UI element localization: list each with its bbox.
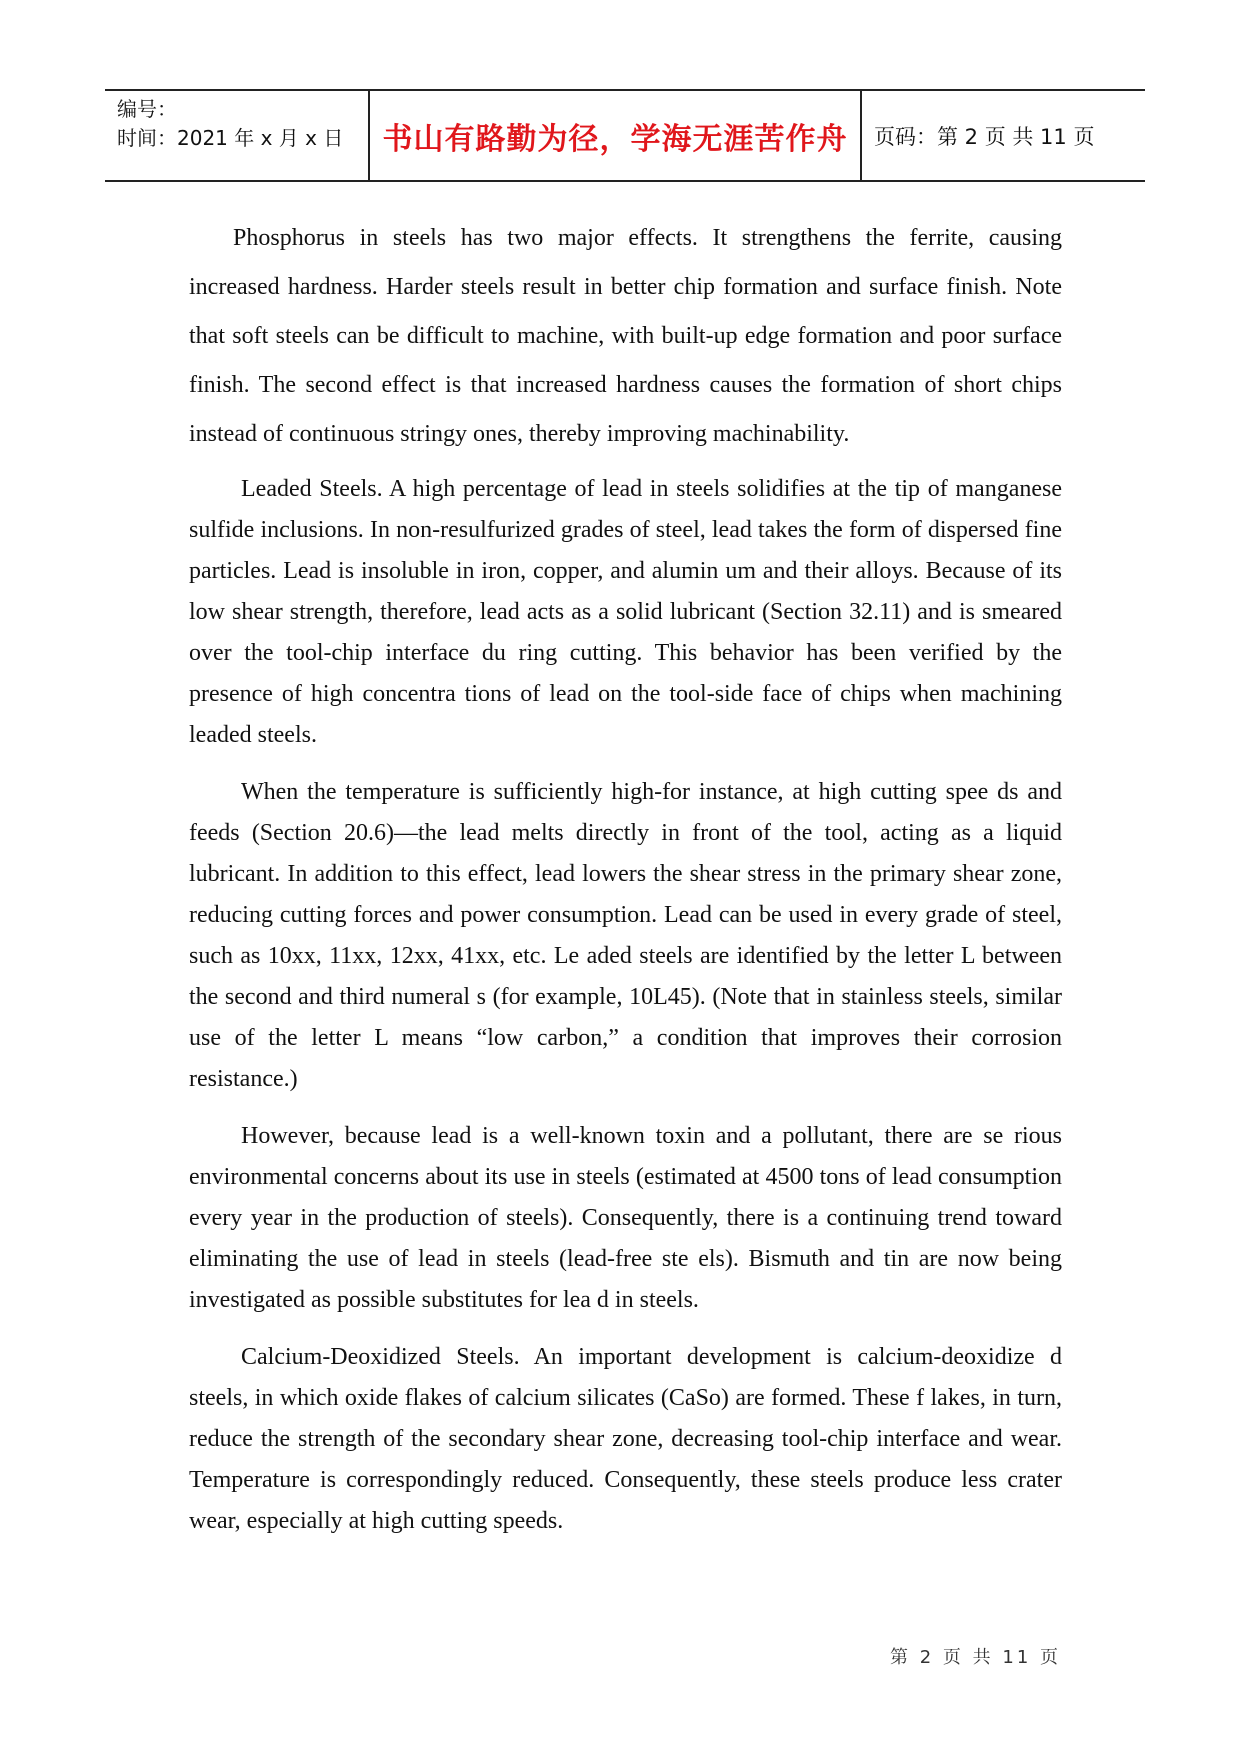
header-page-label: 页码：第 2 页 共 11 页 xyxy=(874,124,1095,149)
header-page-cell xyxy=(862,91,1145,180)
paragraph-calcium-deoxidized: Calcium-Deoxidized Steels. An important development is calcium-deoxidize d steels, in which oxide flakes of calcium silicates (CaSo) are formed. These f lakes, in turn, reduce the strength of the secondary shear zone, decreasing tool-chip interface and wear. Temperature is correspondingly reduced. Consequently, these steels produce less crater wear, especially at high cutting speeds. xyxy=(189,1344,1062,1534)
paragraph-environmental-concerns: However, because lead is a well-known toxin and a pollutant, there are se rious environmental concerns about its use in steels (estimated at 4500 tons of lead consumption every year in the production of steels). Consequently, there is a continuing trend toward eliminating the use of lead in steels (lead-free ste els). Bismuth and tin are now being investigated as possible substitutes for lea d in steels. xyxy=(189,1123,1062,1313)
header-motto: 书山有路勤为径，学海无涯苦作舟 xyxy=(382,121,848,157)
paragraph-phosphorus: Phosphorus in steels has two major effects. It strengthens the ferrite, causing increased hardness. Harder steels result in better chip formation and surface finish. Note that soft steels can be difficult to machine, with built-up edge formation and poor surface finish. The second effect is that increased hardness causes the formation of short chips instead of continuous stringy ones, thereby improving machinability. xyxy=(189,225,1062,447)
document-time-label: 时间：2021 年 x 月 x 日 xyxy=(117,126,344,150)
page-footer: 第 2 页 共 11 页 xyxy=(890,1647,1061,1668)
document-body xyxy=(189,214,1062,1558)
header-motto-cell xyxy=(370,91,862,180)
page-header xyxy=(105,89,1145,182)
header-meta-cell xyxy=(105,91,370,180)
document-number-label: 编号： xyxy=(117,97,177,121)
paragraph-lead-lubricant: When the temperature is sufficiently high-for instance, at high cutting spee ds and feeds (Section 20.6)—the lead melts directly in front of the tool, acting as a liquid lubricant. In addition to this effect, lead lowers the shear stress in the primary shear zone, reducing cutting forces and power consumption. Lead can be used in every grade of steel, such as 10xx, 11xx, 12xx, 41xx, etc. Le aded steels are identified by the letter L between the second and third numeral s (for example, 10L45). (Note that in stainless steels, similar use of the letter L means “low carbon,” a condition that improves their corrosion resistance.) xyxy=(189,779,1062,1092)
paragraph-leaded-steels: Leaded Steels. A high percentage of lead in steels solidifies at the tip of manganese sulfide inclusions. In non-resulfurized grades of steel, lead takes the form of dispersed fine particles. Lead is insoluble in iron, copper, and alumin um and their alloys. Because of its low shear strength, therefore, lead acts as a solid lubricant (Section 32.11) and is smeared over the tool-chip interface du ring cutting. This behavior has been verified by the presence of high concentra tions of lead on the tool-side face of chips when machining leaded steels. xyxy=(189,476,1062,748)
